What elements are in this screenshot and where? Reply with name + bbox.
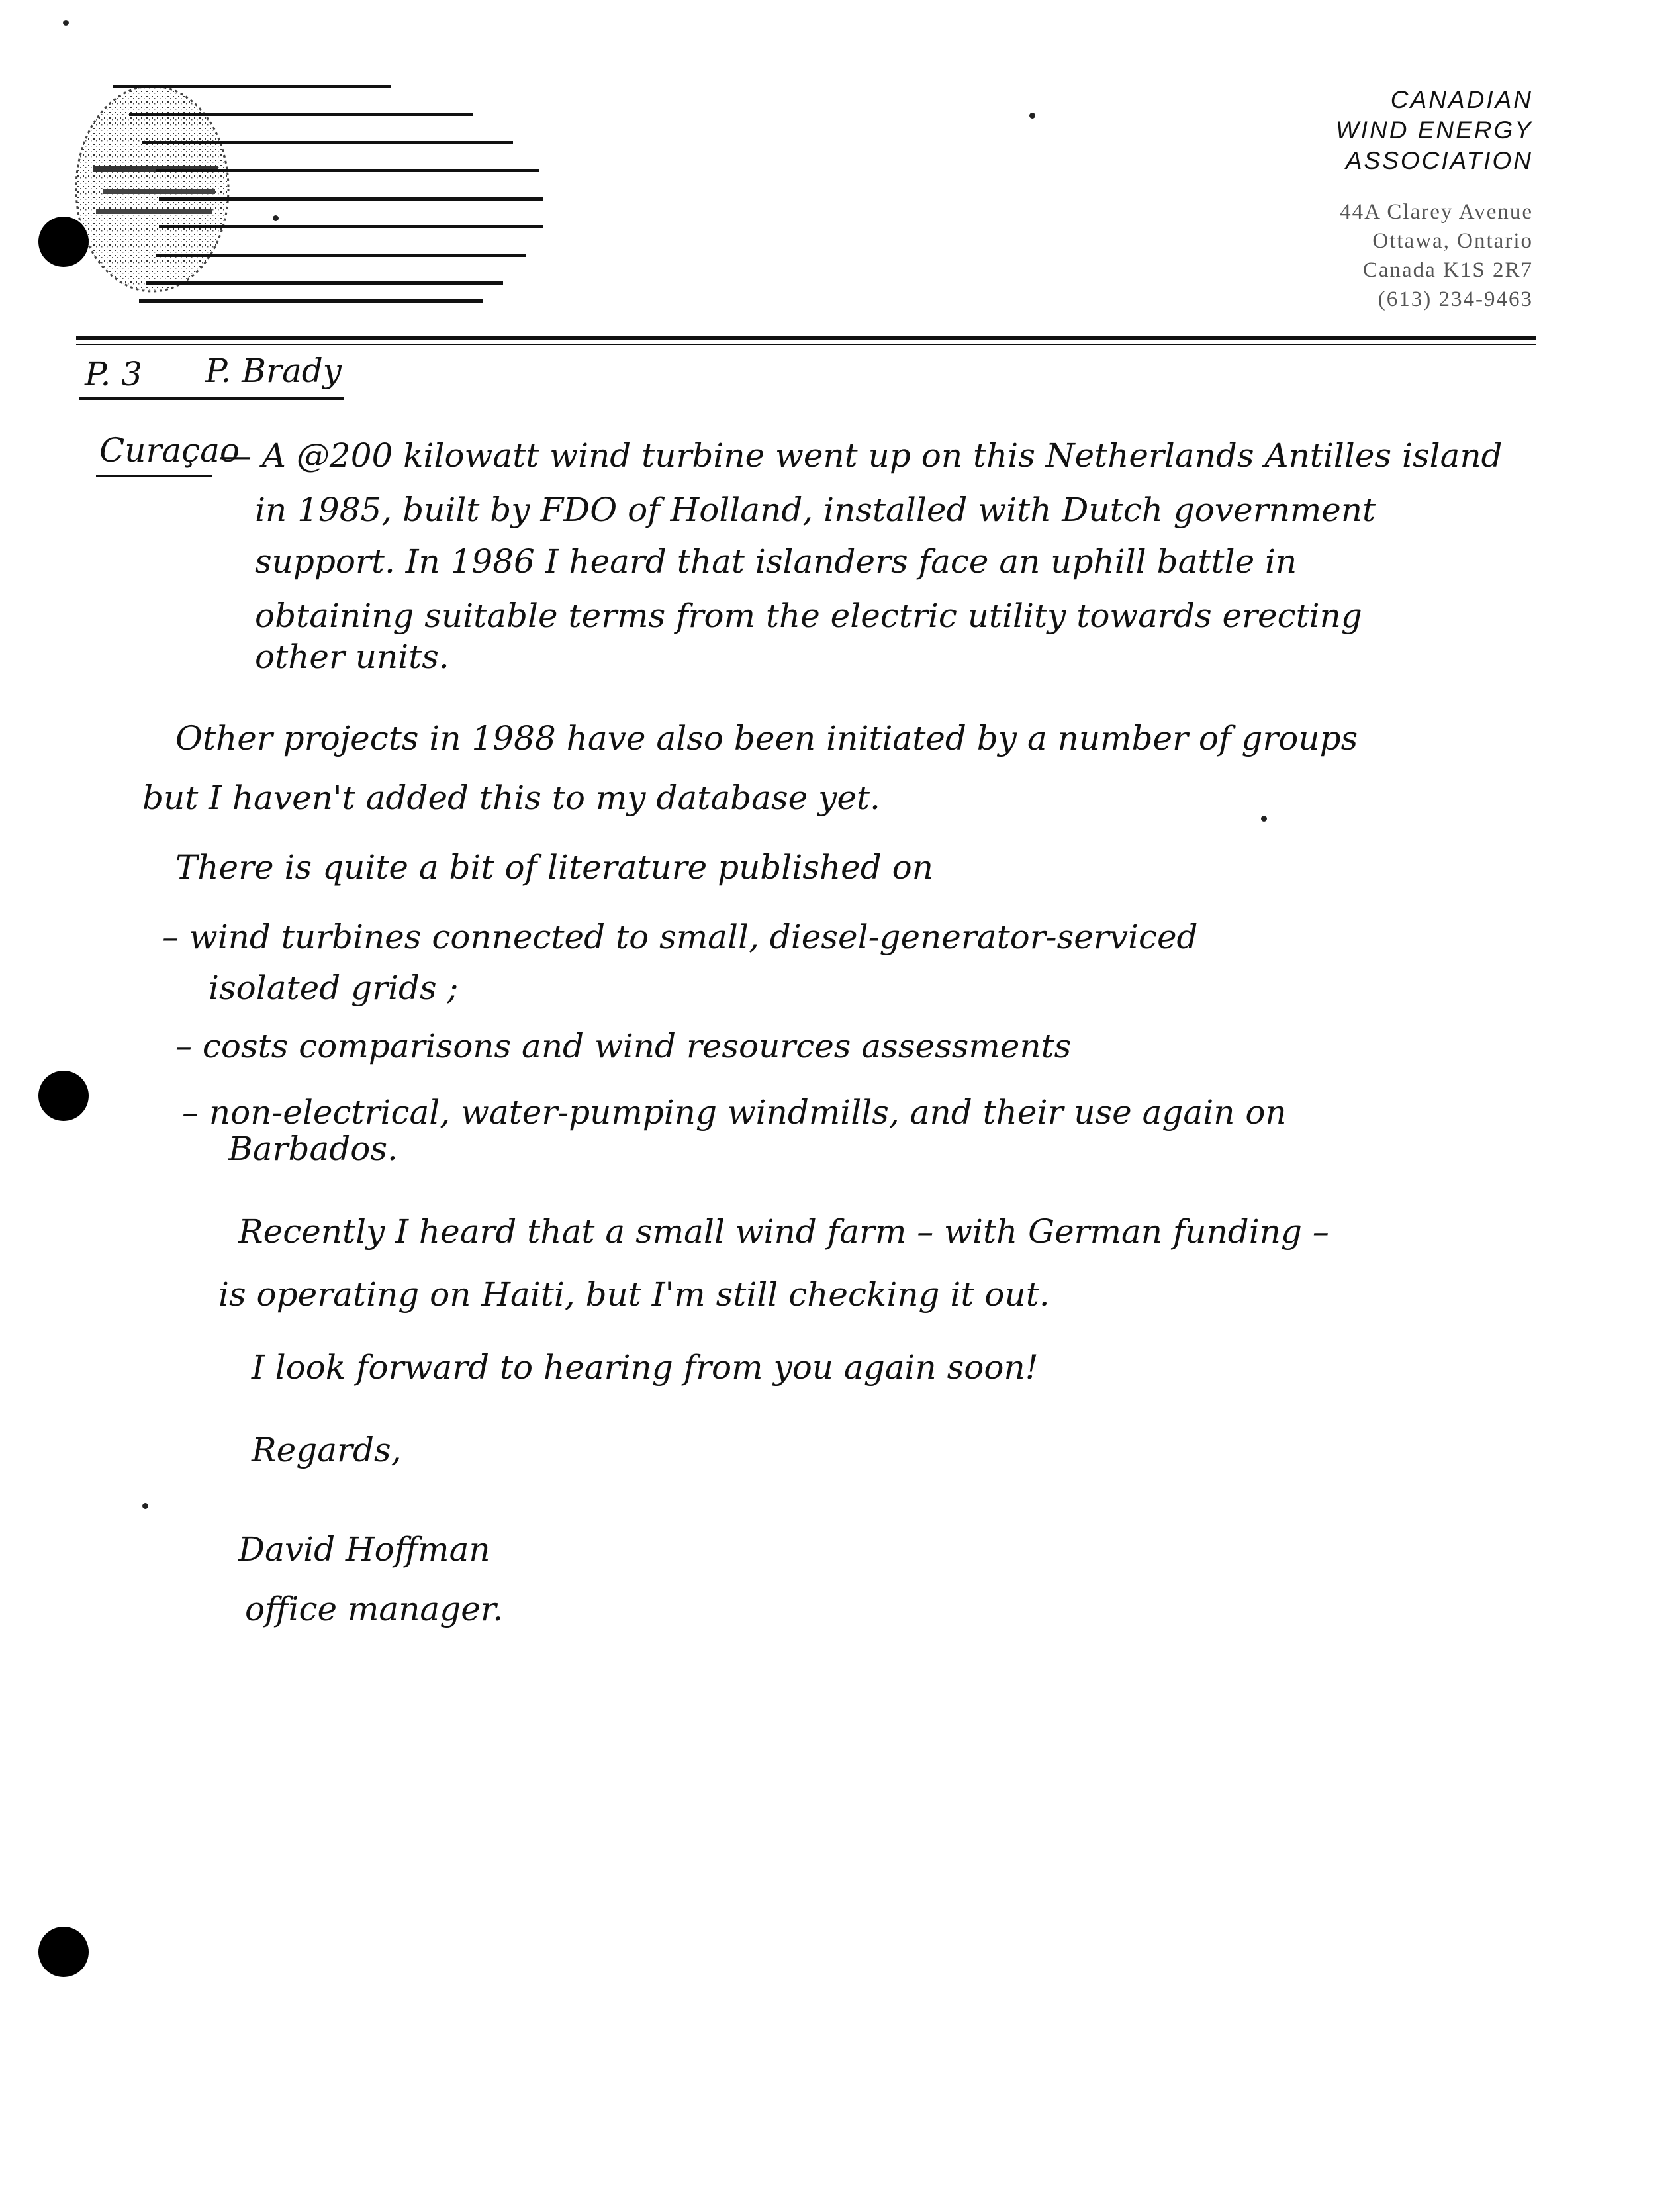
logo-stripe (156, 169, 539, 172)
heading-underline (96, 475, 212, 477)
punch-hole-icon (38, 1071, 89, 1121)
bullet-line: – costs comparisons and wind resources assessments (175, 1027, 1072, 1065)
scan-speck (63, 20, 69, 26)
address-line: Canada K1S 2R7 (1362, 258, 1533, 282)
organization-name (1336, 85, 1533, 176)
signature-name: David Hoffman (238, 1530, 490, 1569)
body-line: I look forward to hearing from you again soon! (252, 1348, 1039, 1386)
logo-stripe (113, 85, 391, 88)
logo-stripe (142, 141, 513, 144)
logo-stripe (156, 254, 526, 257)
scan-speck (142, 1503, 148, 1509)
address-line: 44A Clarey Avenue (1340, 200, 1533, 224)
body-line: Recently I heard that a small wind farm – with German funding – (238, 1212, 1329, 1251)
body-line: is operating on Haiti, but I'm still checking it out. (218, 1275, 1050, 1314)
org-line: CANADIAN (1390, 86, 1533, 113)
logo-stripe (139, 299, 483, 303)
body-line: support. In 1986 I heard that islanders face an uphill battle in (255, 542, 1297, 581)
address-line: Ottawa, Ontario (1372, 229, 1533, 253)
closing: Regards, (252, 1431, 402, 1469)
body-line: — A @200 kilowatt wind turbine went up on this Netherlands Antilles island (218, 436, 1503, 475)
organization-address (1340, 197, 1533, 314)
body-line: but I haven't added this to my database yet. (142, 779, 880, 817)
body-line: in 1985, built by FDO of Holland, installed with Dutch government (255, 491, 1376, 529)
address-line: (613) 234-9463 (1377, 287, 1533, 311)
heading-word: Curaçao (99, 431, 240, 469)
header-underline (79, 397, 344, 400)
scan-speck (273, 215, 279, 221)
logo-stripe (159, 197, 543, 201)
logo-stripe (129, 113, 473, 116)
bullet-line: – wind turbines connected to small, diesel-generator-serviced (162, 918, 1198, 956)
page-number: P. 3 (85, 355, 143, 393)
body-line: Other projects in 1988 have also been initiated by a number of groups (175, 719, 1358, 757)
scan-speck (1029, 113, 1035, 119)
body-line: obtaining suitable terms from the electric utility towards erecting (255, 597, 1362, 635)
org-line: ASSOCIATION (1345, 147, 1533, 174)
recipient-name: P. Brady (205, 352, 342, 390)
signature-title: office manager. (245, 1590, 504, 1628)
letterhead-rule-thin (76, 344, 1536, 345)
scan-speck (1261, 816, 1267, 822)
org-line: WIND ENERGY (1335, 117, 1533, 144)
logo-stripe (146, 281, 503, 285)
bullet-line: isolated grids ; (209, 969, 459, 1007)
logo-stripe (159, 225, 543, 228)
punch-hole-icon (38, 1927, 89, 1977)
bullet-line: Barbados. (228, 1130, 398, 1168)
letterhead-rule (76, 336, 1536, 340)
bullet-line: – non-electrical, water-pumping windmills, and their use again on (182, 1093, 1287, 1132)
body-line: other units. (255, 638, 449, 676)
body-line: There is quite a bit of literature published on (175, 848, 933, 887)
punch-hole-icon (38, 217, 89, 267)
